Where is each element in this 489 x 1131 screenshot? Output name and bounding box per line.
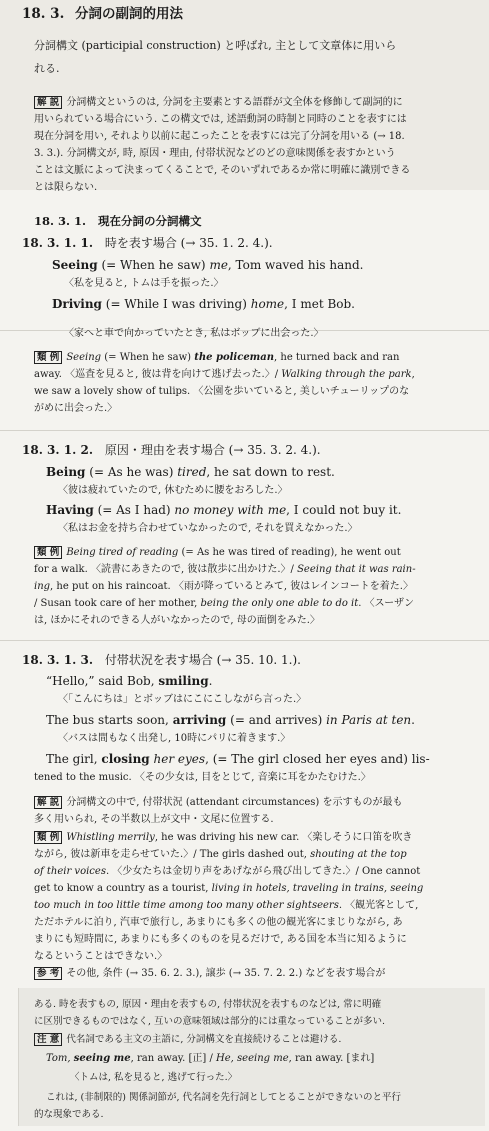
ruirei-line <box>34 546 401 560</box>
ruirei-text: . 〈観光客として, <box>338 900 419 911</box>
participle: closing <box>101 752 150 766</box>
ruirei-text: Seeing that it was rain- <box>297 564 416 575</box>
sentence-text: Tom, <box>46 1053 71 1064</box>
ruirei-text: get to know a country as a tourist, <box>34 883 209 894</box>
translation: 〈トムは, 私を見ると, 逃げて行った.〉 <box>70 1072 238 1083</box>
sentence-text: , ran away. [まれ] <box>288 1053 375 1064</box>
section-18-3-heading <box>22 6 183 22</box>
section-title: 現在分詞の分詞構文 <box>98 214 202 228</box>
note-line: とは限らない. <box>34 182 98 193</box>
ruirei-text: away. 〈巡査を見ると, 彼は背を向けて逃げ去った.〉/ <box>34 369 279 380</box>
main-clause: , Tom waved his hand. <box>227 258 364 272</box>
paraphrase: (= and arrives) <box>230 713 323 727</box>
section-number: 18. 3. 1. 3. <box>22 653 93 667</box>
ruirei-text: ながら, 彼は新車を走らせていた.〉/ The girls dashed out, <box>34 849 307 860</box>
caution-text: 代名詞である主文の主語に, 分詞構文を直接続けることは避ける. <box>66 1034 342 1045</box>
paraphrase: , (= The girl closed her eyes and) lis- <box>205 752 430 766</box>
note-line <box>34 96 403 110</box>
participle: Having <box>46 503 94 517</box>
ruirei-label: 類 例 <box>34 831 62 844</box>
object: her eyes <box>153 752 206 766</box>
note-text: 分詞構文というのは, 分詞を主要素とする語群が文全体を修飾して副詞的に <box>66 97 403 108</box>
ruirei-text: the policeman <box>194 352 275 363</box>
ruirei-text: . 〈スーザン <box>358 598 414 609</box>
main-clause: , I could not buy it. <box>286 503 402 517</box>
ruirei-line <box>34 899 418 913</box>
participle: Seeing <box>52 258 98 272</box>
ruirei-line: ただホテルに泊り, 汽車で旅行し, あまりにも多くの他の観光客にまじりながら, あ <box>34 917 403 928</box>
ruirei-line <box>34 563 416 577</box>
scan-seam <box>0 430 489 431</box>
example-sentence <box>46 752 430 767</box>
participle: seeing me <box>73 1053 131 1064</box>
kaisetsu-label: 解 説 <box>34 96 62 109</box>
ruirei-label: 類 例 <box>34 351 62 364</box>
ruirei-line: がめに出会った.〉 <box>34 403 118 414</box>
continued-line: これは, (非制限的) 関係詞節が, 代名詞を先行詞としてとることができないのと平行 <box>46 1092 402 1103</box>
complement: tired <box>177 465 207 479</box>
kaisetsu-label: 解 説 <box>34 796 62 809</box>
translation: 〈バスは間もなく出発し, 10時にパリに着きます.〉 <box>58 733 291 744</box>
caution-line <box>34 1033 341 1046</box>
ruirei-line: なるということはできない.〉 <box>34 951 168 962</box>
example-sentence <box>52 258 364 273</box>
sentence-text: . <box>411 713 415 727</box>
ruirei-text: (= When he saw) <box>104 352 192 363</box>
example-sentence <box>46 465 335 480</box>
ruirei-text: , he put on his raincoat. 〈雨が降っているとみて, 彼はレインコートを着た.〉 <box>50 581 413 592</box>
ruirei-text: of their voices <box>34 866 106 877</box>
ruirei-line <box>34 865 420 879</box>
ruirei-text: , <box>411 369 415 380</box>
section-number: 18. 3. 1. 1. <box>22 236 93 250</box>
example-sentence <box>46 503 401 518</box>
example-sentence: tened to the music. 〈その少女は, 目をとじて, 音楽に耳をかたむけた.〉 <box>34 772 371 783</box>
translation: 〈「こんにちは」とボッブはにこにこしながら言った.〉 <box>58 694 307 705</box>
chuui-label: 注 意 <box>34 1033 62 1046</box>
note-line: ことは文脈によって決まってくることで, そのいずれであるか常に明確に識別できる <box>34 165 411 176</box>
note-text: 分詞構文の中で, 付帯状況 (attendant circumstances) を示すものが最も <box>66 797 403 808</box>
sentence-text: “Hello,” said Bob, <box>46 674 155 688</box>
ruirei-line <box>34 351 399 365</box>
ruirei-text: Seeing <box>66 352 102 363</box>
object: me <box>209 258 228 272</box>
example-sentence <box>52 297 355 312</box>
participle: Driving <box>52 297 102 311</box>
section-title: 付帯状況を表す場合 (→ 35. 10. 1.). <box>104 653 301 667</box>
example-sentence <box>46 674 212 689</box>
section-title: 時を表す場合 (→ 35. 1. 2. 4.). <box>104 236 273 250</box>
sentence-text: The girl, <box>46 752 98 766</box>
translation: 〈彼は疲れていたので, 休むために腰をおろした.〉 <box>58 485 288 496</box>
ruirei-line <box>34 368 415 382</box>
ruirei-text: Whistling merrily <box>66 832 155 843</box>
sankou-text: その他, 条件 (→ 35. 6. 2. 3.), 譲歩 (→ 35. 7. 2. 2.) などを表す場合が <box>66 968 386 979</box>
adverbial: in Paris at ten <box>326 713 412 727</box>
main-clause: , I met Bob. <box>284 297 355 311</box>
note-line: 用いられている場合にいう. この構文では, 述語動詞の時制と同時のことを表すには <box>34 114 407 125</box>
section-title: 分詞の副詞的用法 <box>74 6 183 22</box>
section-title: 原因・理由を表す場合 (→ 35. 3. 2. 4.). <box>104 443 321 457</box>
ruirei-text: ing <box>34 581 51 592</box>
ruirei-line: まりにも短時間に, あまりにも多くのものを見るだけで, ある国を本当に知るように <box>34 934 407 945</box>
continued-line: ある. 時を表すもの, 原因・理由を表すもの, 付帯状況を表すものなどは, 常に明確 <box>34 999 382 1010</box>
translation: 〈私はお金を持ち合わせていなかったので, それを買えなかった.〉 <box>58 523 358 534</box>
sankou-line <box>34 967 385 981</box>
note-line: 3. 3.). 分詞構文が, 時, 原因・理由, 付帯状況などのどの意味関係を表すかという <box>34 148 396 159</box>
ruirei-text: Walking through the park <box>281 369 412 380</box>
intro-line: れる. <box>34 62 60 75</box>
section-18-3-1-2-heading <box>22 443 321 458</box>
intro-line: 分詞構文 (participial construction) と呼ばれ, 主として文章体に用いら <box>34 39 397 52</box>
ruirei-text: being the only one able to do it <box>200 598 359 609</box>
section-18-3-1-3-heading <box>22 653 301 668</box>
ruirei-text: living in hotels, traveling in trains, seeing <box>211 883 424 894</box>
ruirei-text: / Susan took care of her mother, <box>34 598 198 609</box>
ruirei-line: は, ほかにそれのできる人がいなかったので, 母の面倒をみた.〉 <box>34 615 320 626</box>
sentence-text: The bus starts soon, <box>46 713 169 727</box>
section-number: 18. 3. 1. <box>34 214 87 228</box>
ruirei-text: (= As he was tired of reading), he went out <box>181 547 401 558</box>
example-sentence <box>46 713 415 728</box>
paraphrase: (= When he saw) <box>101 258 206 272</box>
ruirei-text: for a walk. 〈読書にあきたので, 彼は散歩に出かけた.〉/ <box>34 564 294 575</box>
paraphrase: (= As he was) <box>89 465 174 479</box>
main-clause: , he sat down to rest. <box>206 465 335 479</box>
scan-seam <box>0 640 489 641</box>
ruirei-line <box>34 882 423 896</box>
continued-line: に区別できるものではなく, 互いの意味領域は部分的には重なっていることが多い. <box>34 1016 386 1027</box>
ruirei-line <box>34 597 414 611</box>
ruirei-text: . 〈少女たちは金切り声をあげながら飛び出してきた.〉/ One cannot <box>105 866 421 877</box>
note-line <box>34 796 403 810</box>
sentence-text: . <box>208 674 213 688</box>
paraphrase: (= As I had) <box>97 503 171 517</box>
note-line: 多く用いられ, その半数以上が文中・文尾に位置する. <box>34 814 274 825</box>
note-line: 現在分詞を用い, それより以前に起こったことを表すには完了分詞を用いる (→ 18. <box>34 131 405 142</box>
participle: Being <box>46 465 86 479</box>
participle: arriving <box>172 713 227 727</box>
section-18-3-1-1-heading <box>22 236 273 251</box>
ruirei-line: we saw a lovely show of tulips. 〈公園を歩いていると, 美しいチューリップのな <box>34 386 410 397</box>
sentence-text: , ran away. [正] / <box>130 1053 213 1064</box>
translation: 〈家へと車で向かっていたとき, 私はボッブに出会った.〉 <box>64 328 324 339</box>
participle: smiling <box>158 674 209 688</box>
paraphrase: (= While I was driving) <box>105 297 247 311</box>
continued-line: 的な現象である. <box>34 1109 104 1120</box>
section-18-3-background <box>0 0 489 190</box>
sentence-text: He, seeing me <box>216 1053 289 1064</box>
ruirei-text: , he was driving his new car. 〈楽しそうに口笛を吹き <box>154 832 413 843</box>
ruirei-label: 類 例 <box>34 546 62 559</box>
section-number: 18. 3. <box>22 6 65 22</box>
ruirei-line <box>34 848 407 862</box>
ruirei-text: , he turned back and ran <box>274 352 400 363</box>
ruirei-line <box>34 831 412 845</box>
section-number: 18. 3. 1. 2. <box>22 443 93 457</box>
adverb: home <box>250 297 285 311</box>
example-sentence <box>46 1052 374 1065</box>
ruirei-text: too much in too little time among too many other sightseers <box>34 900 339 911</box>
ruirei-line <box>34 580 413 594</box>
ruirei-text: Being tired of reading <box>66 547 179 558</box>
translation: 〈私を見ると, トムは手を振った.〉 <box>64 278 224 289</box>
object: no money with me <box>174 503 287 517</box>
section-18-3-1-heading <box>34 214 202 228</box>
sankou-label: 参 考 <box>34 967 62 980</box>
ruirei-text: shouting at the top <box>310 849 407 860</box>
